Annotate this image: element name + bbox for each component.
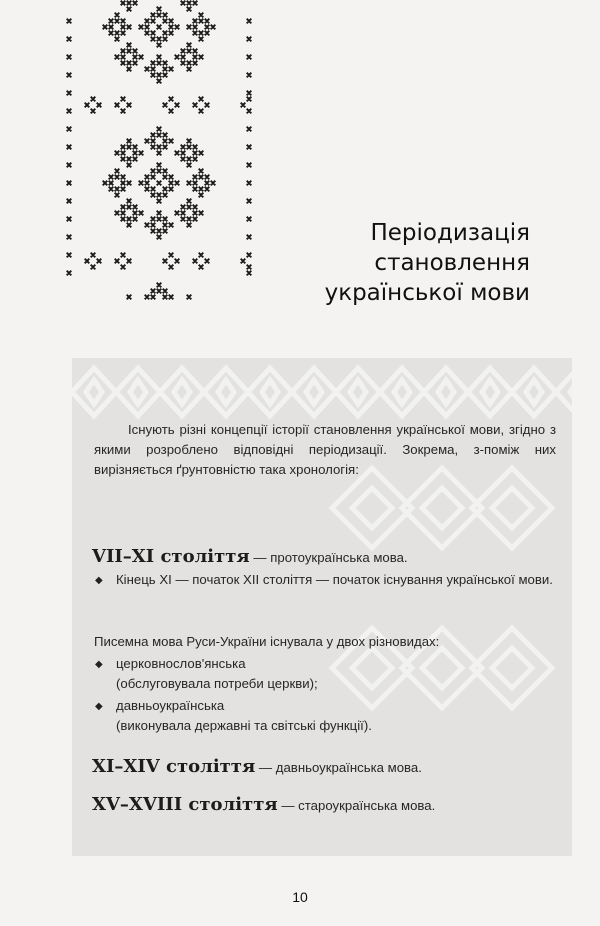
written-language-intro: Писемна мова Руси-України існувала у двох різновидах: — [94, 634, 440, 649]
written-variety-name: церковнослов'янська — [116, 656, 246, 671]
written-variety-note: (обслуговувала потреби церкви); — [116, 676, 318, 691]
page-title — [270, 218, 530, 308]
intro-paragraph: Існують різні концепції історії становлення української мови, згідно з якими розроблено відповідні періодизації. Зокрема, з-поміж них вирізняється ґрунтовністю така хронологія: — [94, 422, 556, 477]
period-description: — староукраїнська мова. — [277, 798, 436, 813]
period-title: VII–XI століття — [92, 546, 250, 567]
page-number: 10 — [292, 889, 308, 905]
written-variety-name: давньоукраїнська — [116, 698, 225, 713]
bullet-text: Кінець XI — початок XII століття — початок існування української мови. — [116, 572, 553, 587]
period-xi-xiv — [92, 756, 422, 777]
period-vii-xi — [92, 546, 408, 567]
diamond-bullet-icon: ◆ — [95, 575, 103, 586]
period-xv-xviii — [92, 794, 435, 815]
title-line: Періодизація — [370, 220, 530, 246]
written-variety-note: (виконувала державні та світські функції). — [116, 718, 372, 733]
diamond-bullet-icon: ◆ — [95, 701, 103, 712]
period-title: XI–XIV століття — [92, 756, 256, 777]
period-title: XV–XVIII століття — [92, 794, 278, 815]
cross-stitch-ornament-icon — [66, 0, 252, 300]
content-panel — [72, 358, 572, 856]
ornament-stitches — [67, 1, 252, 300]
period-description: — протоукраїнська мова. — [249, 550, 408, 565]
title-line: становлення — [374, 250, 530, 276]
period-description: — давньоукраїнська мова. — [255, 760, 422, 775]
title-line: української мови — [324, 280, 530, 306]
diamond-bullet-icon: ◆ — [95, 659, 103, 670]
